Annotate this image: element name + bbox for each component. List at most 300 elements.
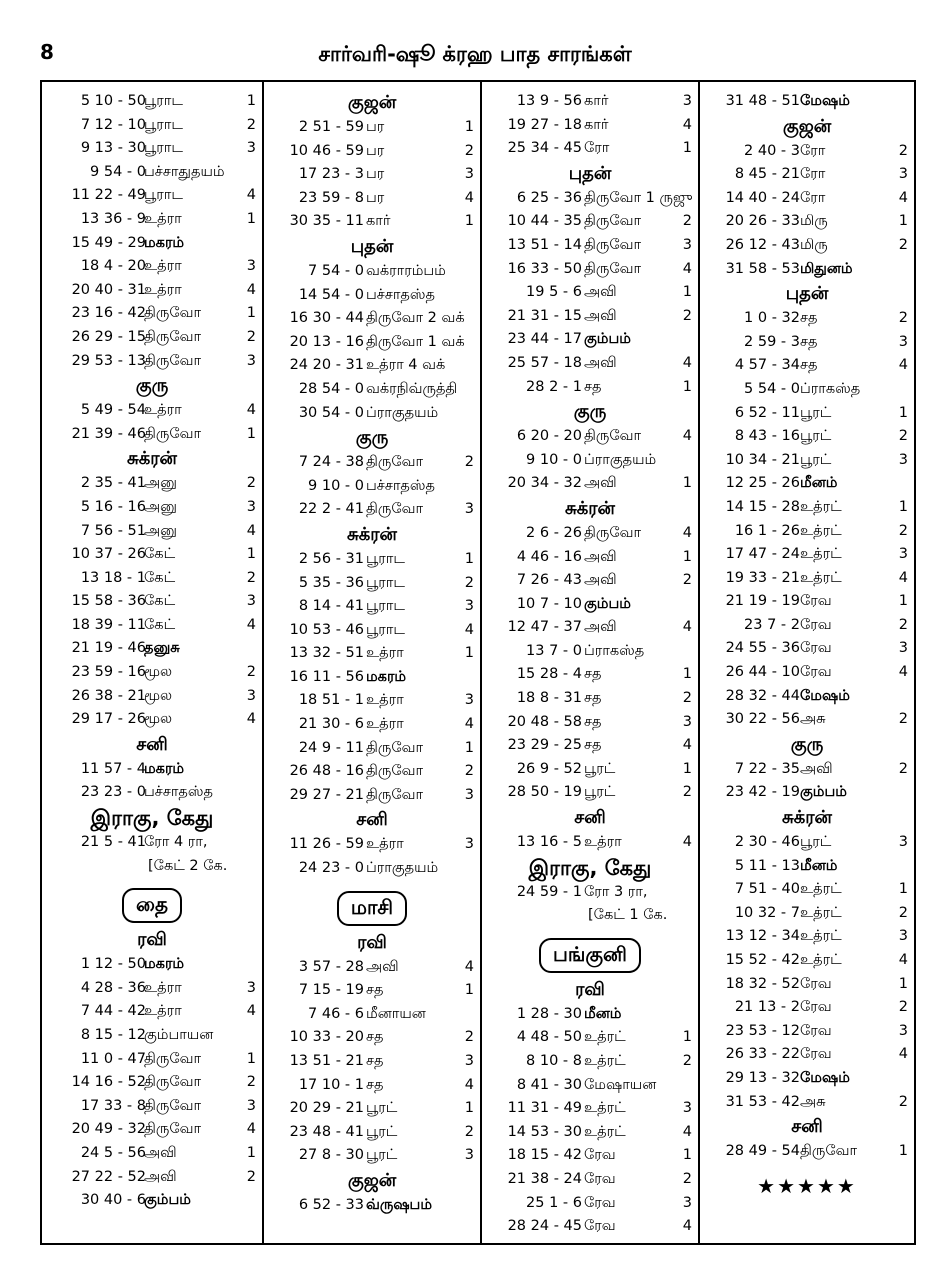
pada-number: 2 <box>898 760 908 777</box>
pada-number: 2 <box>682 572 692 589</box>
section-heading: புதன் <box>785 283 829 305</box>
section-heading: குஜன் <box>347 1169 397 1191</box>
entry-row <box>488 734 692 758</box>
time-value: 2 40 - 3 <box>744 142 800 159</box>
time-value: 23 42 - 19 <box>725 784 800 801</box>
time-value: 5 49 - 54 <box>80 402 146 419</box>
month-heading <box>48 888 256 923</box>
pada-number: 4 <box>682 1218 692 1235</box>
star-name: ப்ராகஸ்த <box>584 642 645 659</box>
pada-number: 3 <box>682 93 692 109</box>
entry-row <box>270 187 474 211</box>
star-name: பச்சாதுதயம் <box>144 163 225 180</box>
pada-number: 1 <box>682 548 692 565</box>
time-value: 26 38 - 21 <box>71 687 146 704</box>
star-name: அவி <box>584 572 617 589</box>
time-value: 10 46 - 59 <box>289 142 364 159</box>
star-name: கும்பம் <box>584 331 631 348</box>
pada-number: 3 <box>464 598 474 615</box>
section-heading: சனி <box>356 809 388 831</box>
entry-row <box>706 496 908 520</box>
star-name: ரோ <box>800 142 826 159</box>
time-value: 8 41 - 30 <box>516 1076 582 1093</box>
pada-number: 1 <box>464 213 474 230</box>
entry-row <box>706 878 908 902</box>
time-value: 27 22 - 52 <box>71 1168 146 1185</box>
entry-row <box>270 116 474 140</box>
pada-number: 3 <box>246 979 256 996</box>
pada-number: 2 <box>464 1123 474 1140</box>
star-name: ரேவ <box>800 999 832 1016</box>
time-value: 16 1 - 26 <box>734 522 800 539</box>
star-name: வக்ராரம்பம் <box>366 262 446 279</box>
time-value: 17 10 - 1 <box>298 1076 364 1093</box>
star-name: கேட் <box>144 593 176 610</box>
star-name: கும்பம் <box>800 784 847 801</box>
entry-row <box>706 425 908 449</box>
star-name: திருவோ 2 வக் <box>366 310 465 327</box>
star-name: கேட் <box>144 616 176 633</box>
time-value: 27 8 - 30 <box>298 1147 364 1164</box>
time-value: 29 53 - 13 <box>71 352 146 369</box>
star-name: திருவோ 1 வக் <box>366 333 465 350</box>
star-name: ரோ <box>584 140 610 157</box>
star-name: கும்பம் <box>584 595 631 612</box>
entry-row <box>48 708 256 732</box>
time-value: 31 53 - 42 <box>725 1093 800 1110</box>
entry-row <box>488 831 692 855</box>
time-value: 2 56 - 31 <box>298 550 364 567</box>
star-name: ரோ <box>800 189 826 206</box>
star-name: உத்ரட் <box>800 881 842 898</box>
time-value: 14 54 - 0 <box>298 286 364 303</box>
time-value: 10 44 - 35 <box>507 213 582 230</box>
entry-row <box>48 661 256 685</box>
time-value: 30 54 - 0 <box>298 404 364 421</box>
star-name: பர <box>366 189 385 206</box>
star-name: சத <box>584 666 602 683</box>
entry-row <box>48 496 256 520</box>
pada-number: 3 <box>682 236 692 253</box>
star-name: அவி <box>584 475 617 492</box>
entry-row <box>706 637 908 661</box>
entry-row <box>706 234 908 258</box>
entry-row <box>270 979 474 1003</box>
pada-number: 2 <box>246 1074 256 1091</box>
time-value: 13 51 - 14 <box>507 236 582 253</box>
star-name: திருவோ <box>366 501 424 518</box>
star-name: தனுசு <box>144 640 180 657</box>
pada-number: 2 <box>682 690 692 707</box>
pada-number: 3 <box>682 713 692 730</box>
entry-row <box>270 163 474 187</box>
entry-row <box>488 210 692 234</box>
star-name: திருவோ <box>584 213 642 230</box>
entry-row <box>48 590 256 614</box>
time-value: 23 16 - 42 <box>71 305 146 322</box>
star-name: உத்ரட் <box>800 522 842 539</box>
pada-number: 1 <box>246 305 256 322</box>
star-name: சத <box>366 1076 384 1093</box>
entry-row <box>48 161 256 185</box>
entry-row <box>270 1003 474 1027</box>
pada-number: 3 <box>898 333 908 350</box>
time-value: 10 34 - 21 <box>725 451 800 468</box>
star-name: மிரு <box>800 213 828 230</box>
page-number: 8 <box>40 40 54 64</box>
time-value: 14 16 - 52 <box>71 1074 146 1091</box>
star-name: பச்சாதஸ்த <box>366 477 435 494</box>
pada-number: 1 <box>246 210 256 227</box>
pada-number: 4 <box>898 1046 908 1063</box>
month-label: மாசி <box>337 891 407 926</box>
star-name: பூராட <box>144 140 183 157</box>
time-value: 13 51 - 21 <box>289 1053 364 1069</box>
time-value: 2 30 - 46 <box>734 834 800 851</box>
entry-row <box>270 1121 474 1145</box>
star-name: உத்ரட் <box>584 1053 626 1069</box>
time-value: 11 26 - 59 <box>289 836 364 853</box>
time-value: 20 49 - 32 <box>71 1121 146 1138</box>
entry-row <box>270 1144 474 1168</box>
time-value: 12 25 - 26 <box>725 475 800 492</box>
entry-row <box>48 1166 256 1190</box>
time-value: 24 59 - 1 <box>516 883 582 900</box>
column-1 <box>42 82 262 1243</box>
entry-row <box>270 666 474 690</box>
time-value: 25 57 - 18 <box>507 354 582 371</box>
star-name: ரோ 3 ரா, <box>584 883 648 900</box>
entry-row <box>270 378 474 402</box>
time-value: 2 6 - 26 <box>526 524 582 541</box>
pada-number: 1 <box>898 404 908 421</box>
star-name: கார் <box>584 93 609 109</box>
star-name: திருவோ <box>144 425 202 442</box>
pada-number: 2 <box>246 116 256 133</box>
entry-row <box>706 258 908 282</box>
entry-row <box>706 163 908 187</box>
entry-row <box>270 331 474 355</box>
star-name: உத்ரா <box>366 645 404 662</box>
entry-row <box>706 685 908 709</box>
time-value: 16 33 - 50 <box>507 260 582 277</box>
time-value: 13 16 - 5 <box>516 834 582 851</box>
star-name: உத்ரா <box>144 1003 182 1020</box>
pada-number: 4 <box>246 402 256 419</box>
star-name: திருவோ <box>584 428 642 445</box>
star-name: மூல <box>144 687 173 704</box>
time-value: 6 52 - 33 <box>298 1196 364 1213</box>
month-label: தை <box>122 888 182 923</box>
entry-row <box>48 1071 256 1095</box>
pada-number: 1 <box>246 1050 256 1067</box>
star-name: மீனாயன <box>366 1005 426 1022</box>
pada-number: 4 <box>464 189 474 206</box>
entry-row <box>488 187 692 211</box>
star-name: அசு <box>800 1093 826 1110</box>
entry-row <box>706 520 908 544</box>
entry-row <box>488 1168 692 1192</box>
pada-number: 3 <box>246 258 256 275</box>
pada-number: 3 <box>246 1097 256 1114</box>
entry-row <box>48 1048 256 1072</box>
star-name: பர <box>366 166 385 183</box>
pada-number: 2 <box>898 310 908 327</box>
time-value: 13 7 - 0 <box>526 642 582 659</box>
pada-number: 1 <box>464 1100 474 1117</box>
entry-row <box>48 637 256 661</box>
time-value: 21 19 - 46 <box>71 640 146 657</box>
time-value: 23 48 - 41 <box>289 1123 364 1140</box>
star-name: அனு <box>144 522 177 539</box>
pada-number: 3 <box>464 836 474 853</box>
entry-row <box>706 567 908 591</box>
time-value: 9 10 - 0 <box>308 477 364 494</box>
star-name: அவி <box>800 760 833 777</box>
time-value: 6 52 - 11 <box>734 404 800 421</box>
time-value: 13 9 - 56 <box>516 93 582 109</box>
entry-row <box>48 831 256 855</box>
star-name: உத்ரா <box>144 402 182 419</box>
star-name: அவி <box>584 307 617 324</box>
pada-number: 4 <box>898 189 908 206</box>
pada-number: 4 <box>682 1123 692 1140</box>
star-name: திருவோ <box>144 1121 202 1138</box>
section-heading: ரவி <box>357 931 387 953</box>
pada-number: 2 <box>898 522 908 539</box>
section-heading: குரு <box>135 375 169 397</box>
pada-number: 4 <box>246 711 256 728</box>
entry-row <box>270 260 474 284</box>
entry-row <box>488 234 692 258</box>
section-heading: இராகு, கேது <box>528 855 652 880</box>
time-value: 21 31 - 15 <box>507 307 582 324</box>
time-value: 5 16 - 16 <box>80 498 146 515</box>
star-name: அசு <box>800 711 826 728</box>
star-name: சத <box>584 690 602 707</box>
time-value: 10 7 - 10 <box>516 595 582 612</box>
time-value: 1 0 - 32 <box>744 310 800 327</box>
section-heading: குரு <box>573 401 607 423</box>
entry-row <box>706 1043 908 1067</box>
pada-number: 4 <box>464 716 474 733</box>
pada-number: 2 <box>682 1053 692 1069</box>
star-name: பூராட <box>144 116 183 133</box>
entry-row <box>48 758 256 782</box>
continuation-line: [கேட் 2 கே. <box>148 857 228 874</box>
star-name: அனு <box>144 498 177 515</box>
star-name: மிதுனம் <box>800 260 853 277</box>
star-name: மகரம் <box>144 760 185 777</box>
star-name: பூரட் <box>584 760 616 777</box>
star-name: உத்ரா 4 வக் <box>366 357 446 374</box>
entry-row <box>706 543 908 567</box>
time-value: 22 2 - 41 <box>298 501 364 518</box>
pada-number: 3 <box>246 140 256 157</box>
time-value: 24 5 - 56 <box>80 1144 146 1161</box>
star-name: உத்ரட் <box>800 952 842 968</box>
entry-row <box>270 1050 474 1074</box>
entry-row <box>270 784 474 808</box>
entry-row <box>270 857 474 881</box>
pada-number: 2 <box>898 1093 908 1110</box>
pada-number: 3 <box>464 1147 474 1164</box>
entry-row <box>488 663 692 687</box>
star-name: உத்ரா <box>144 979 182 996</box>
time-value: 23 59 - 8 <box>298 189 364 206</box>
time-value: 13 36 - 9 <box>80 210 146 227</box>
star-name: திருவோ <box>584 260 642 277</box>
star-name: பூரட் <box>366 1147 398 1164</box>
time-value: 23 29 - 25 <box>507 737 582 754</box>
time-value: 21 38 - 24 <box>507 1170 582 1187</box>
entry-row <box>270 210 474 234</box>
star-name: மேஷம் <box>800 1069 850 1086</box>
entry-row <box>270 498 474 522</box>
entry-row <box>270 642 474 666</box>
entry-row <box>706 614 908 638</box>
time-value: 31 48 - 51 <box>725 93 800 109</box>
pada-number: 2 <box>682 784 692 801</box>
section-heading: புதன் <box>350 235 394 257</box>
entry-row <box>488 1121 692 1145</box>
page-title: சார்வரி-ஷூ க்ரஹ பாத சாரங்கள் <box>318 42 632 66</box>
entry-row <box>270 760 474 784</box>
pada-number: 2 <box>898 428 908 445</box>
time-value: 9 54 - 0 <box>90 163 146 180</box>
star-name: திருவோ <box>366 786 424 803</box>
entry-row <box>48 543 256 567</box>
time-value: 26 44 - 10 <box>725 664 800 681</box>
star-name: மகரம் <box>366 668 407 685</box>
pada-number: 4 <box>898 569 908 586</box>
pada-number: 1 <box>898 975 908 992</box>
pada-number: 3 <box>898 834 908 851</box>
time-value: 21 13 - 2 <box>734 999 800 1016</box>
entry-row <box>488 1215 692 1239</box>
entry-row <box>270 284 474 308</box>
pada-number: 3 <box>464 786 474 803</box>
pada-number: 3 <box>246 687 256 704</box>
month-heading <box>488 938 692 973</box>
pada-number: 2 <box>246 664 256 681</box>
star-name: ரேவ <box>800 1046 832 1063</box>
section-heading: இராகு, கேது <box>90 806 214 831</box>
entry-row <box>270 689 474 713</box>
time-value: 4 28 - 36 <box>80 979 146 996</box>
entry-row <box>488 352 692 376</box>
star-name: வ்ருஷபம் <box>366 1196 433 1213</box>
pada-number: 1 <box>682 140 692 157</box>
time-value: 13 12 - 34 <box>725 928 800 945</box>
pada-number: 4 <box>246 281 256 298</box>
pada-number: 1 <box>246 425 256 442</box>
section-heading: சுக்ரன் <box>781 807 832 829</box>
time-value: 7 22 - 35 <box>734 760 800 777</box>
star-name: உத்ரா <box>144 258 182 275</box>
time-value: 2 35 - 41 <box>80 475 146 492</box>
time-value: 2 51 - 59 <box>298 119 364 135</box>
time-value: 14 15 - 28 <box>725 498 800 515</box>
time-value: 20 40 - 31 <box>71 281 146 298</box>
pada-number: 4 <box>898 664 908 681</box>
star-name: ரேவ <box>800 975 832 992</box>
time-value: 14 40 - 24 <box>725 189 800 206</box>
time-value: 18 8 - 31 <box>516 690 582 707</box>
pada-number: 3 <box>898 640 908 657</box>
star-name: அவி <box>144 1144 177 1161</box>
entry-row <box>488 569 692 593</box>
time-value: 6 25 - 36 <box>516 189 582 206</box>
pada-number: 3 <box>246 593 256 610</box>
time-value: 15 52 - 42 <box>725 952 800 968</box>
pada-number: 3 <box>464 166 474 183</box>
entry-row <box>270 140 474 164</box>
entry-row <box>48 399 256 423</box>
entry-row <box>488 616 692 640</box>
entry-row <box>706 90 908 114</box>
entry-row <box>48 90 256 114</box>
pada-number: 3 <box>682 1194 692 1211</box>
entry-row <box>48 520 256 544</box>
star-name: கேட் <box>144 546 176 563</box>
time-value: 17 23 - 3 <box>298 166 364 183</box>
entry-row <box>488 1026 692 1050</box>
entry-row <box>488 522 692 546</box>
time-value: 5 35 - 36 <box>298 574 364 591</box>
star-name: உத்ரட் <box>800 904 842 921</box>
pada-number: 2 <box>246 1168 256 1185</box>
star-name: திருவோ <box>584 236 642 253</box>
entry-row <box>488 281 692 305</box>
star-name: திருவோ <box>144 1074 202 1091</box>
month-label: பங்குனி <box>539 938 641 973</box>
entry-row <box>488 472 692 496</box>
pada-number: 4 <box>898 357 908 374</box>
time-value: 7 54 - 0 <box>308 262 364 279</box>
pada-number: 1 <box>682 1147 692 1164</box>
section-heading: சுக்ரன் <box>564 497 615 519</box>
end-stars: ★★★★★ <box>757 1173 857 1198</box>
entry-row <box>270 1074 474 1098</box>
entry-row <box>48 1118 256 1142</box>
pada-number: 2 <box>464 454 474 471</box>
pada-number: 1 <box>682 1029 692 1046</box>
entry-row <box>488 328 692 352</box>
star-name: உத்ரட் <box>584 1100 626 1117</box>
time-value: 19 5 - 6 <box>526 284 582 301</box>
entry-row <box>270 1026 474 1050</box>
section-heading: குரு <box>355 427 389 449</box>
time-value: 9 10 - 0 <box>526 451 582 468</box>
time-value: 1 28 - 30 <box>516 1005 582 1022</box>
time-value: 19 27 - 18 <box>507 116 582 133</box>
star-name: மூல <box>144 664 173 681</box>
star-name: பர <box>366 119 385 135</box>
pada-number: 2 <box>682 1170 692 1187</box>
time-value: 28 2 - 1 <box>526 378 582 395</box>
entry-row <box>706 1140 908 1164</box>
column-4 <box>698 82 914 1243</box>
entry-row <box>270 595 474 619</box>
star-name: பூராட <box>366 550 405 567</box>
time-value: 26 33 - 22 <box>725 1046 800 1063</box>
entry-row <box>488 687 692 711</box>
pada-number: 2 <box>464 1029 474 1046</box>
pada-number: 3 <box>464 692 474 709</box>
entry-row <box>48 302 256 326</box>
star-name: திருவோ <box>366 454 424 471</box>
